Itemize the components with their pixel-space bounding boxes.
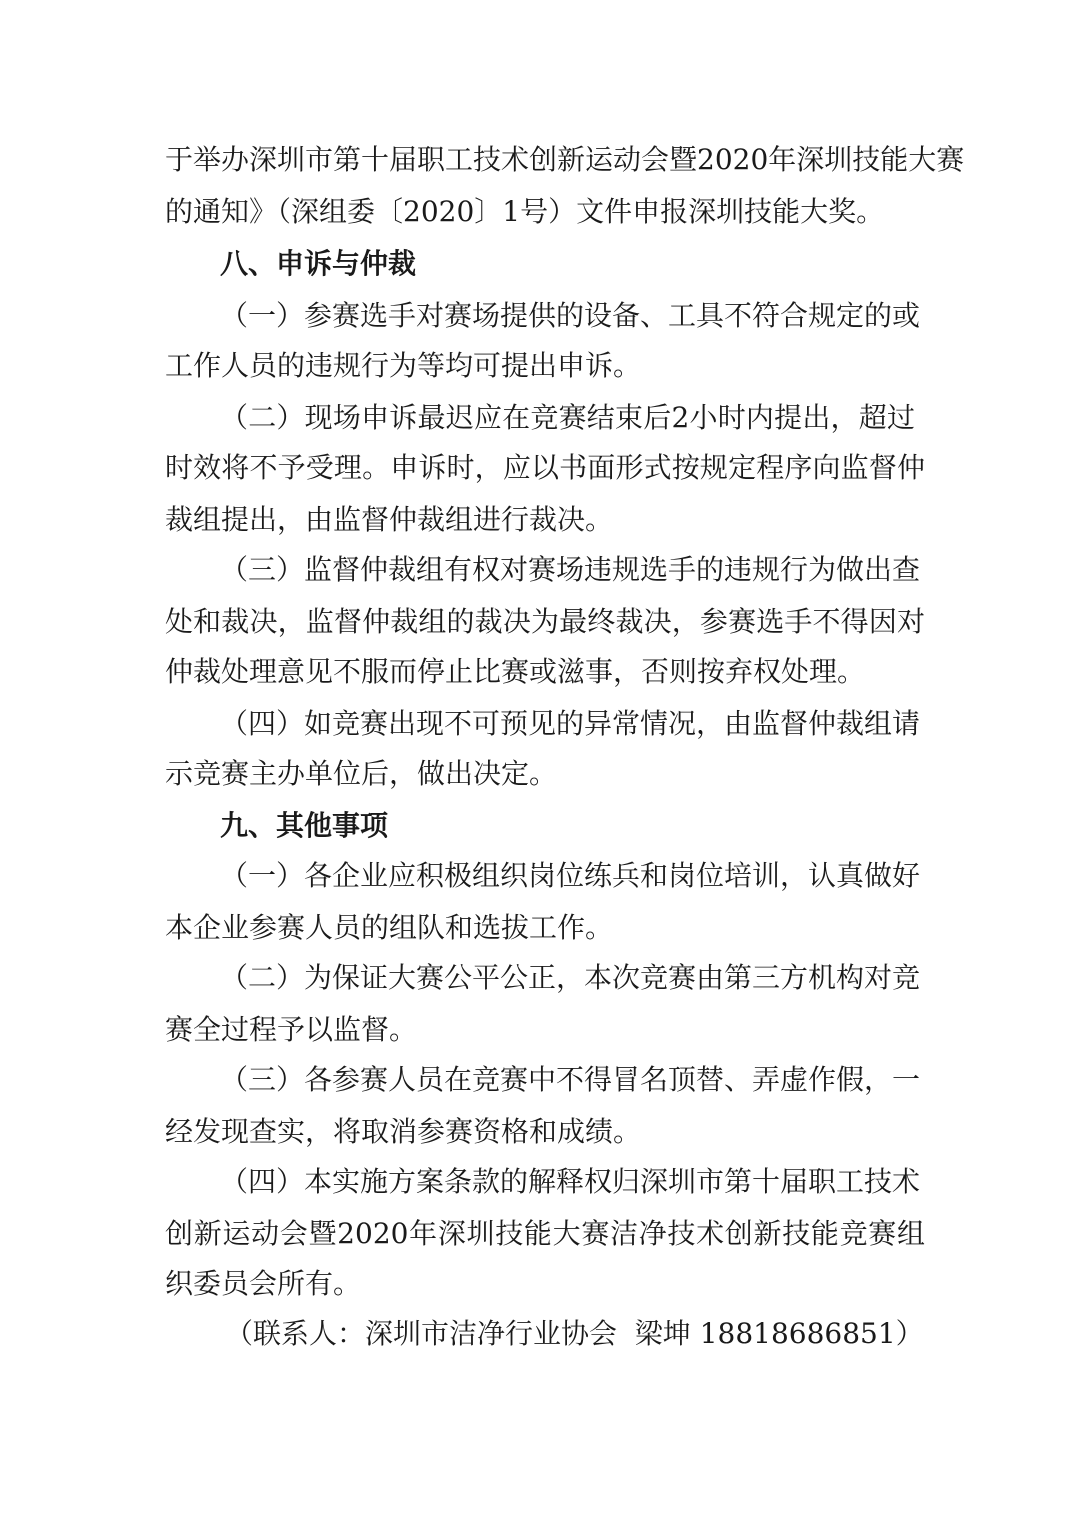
s8-p3-line-2: 处和裁决，监督仲裁组的裁决为最终裁决，参赛选手不得因对 [165, 605, 925, 638]
s8-p4-line-2: 示竞赛主办单位后，做出决定。 [165, 757, 558, 790]
s9-p4-line-3: 织委员会所有。 [165, 1267, 362, 1300]
s8-p2-line-1: （二）现场申诉最迟应在竞赛结束后2小时内提出，超过 [220, 401, 915, 434]
s9-p1-line-1: （一）各企业应积极组织岗位练兵和岗位培训，认真做好 [220, 859, 921, 892]
s8-p4-line-1: （四）如竞赛出现不可预见的异常情况，由监督仲裁组请 [220, 707, 921, 740]
s9-p4-line-1: （四）本实施方案条款的解释权归深圳市第十届职工技术 [220, 1165, 921, 1198]
intro-line-1: 于举办深圳市第十届职工技术创新运动会暨2020年深圳技能大赛 [165, 143, 965, 176]
s8-p3-line-3: 仲裁处理意见不服而停止比赛或滋事，否则按弃权处理。 [165, 655, 866, 688]
s9-p1-line-2: 本企业参赛人员的组队和选拔工作。 [165, 911, 614, 944]
s8-p2-line-2: 时效将不予受理。申诉时，应以书面形式按规定程序向监督仲 [165, 451, 925, 484]
s8-p1-line-2: 工作人员的违规行为等均可提出申诉。 [165, 349, 642, 382]
s9-p2-line-2: 赛全过程予以监督。 [165, 1013, 418, 1046]
intro-line-2: 的通知》（深组委〔2020〕1号）文件申报深圳技能大奖。 [165, 195, 885, 228]
s8-p1-line-1: （一）参赛选手对赛场提供的设备、工具不符合规定的或 [220, 299, 921, 332]
s9-p4-line-2: 创新运动会暨2020年深圳技能大赛洁净技术创新技能竞赛组 [165, 1217, 925, 1250]
contact-line: （联系人：深圳市洁净行业协会 梁坤 18818686851） [225, 1317, 924, 1350]
s9-p2-line-1: （二）为保证大赛公平公正，本次竞赛由第三方机构对竞 [220, 961, 921, 994]
s9-p3-line-1: （三）各参赛人员在竞赛中不得冒名顶替、弄虚作假，一 [220, 1063, 921, 1096]
s9-p3-line-2: 经发现查实，将取消参赛资格和成绩。 [165, 1115, 642, 1148]
section-8-heading: 八、申诉与仲裁 [220, 247, 417, 280]
section-9-heading: 九、其他事项 [220, 809, 389, 842]
s8-p3-line-1: （三）监督仲裁组有权对赛场违规选手的违规行为做出查 [220, 553, 921, 586]
s8-p2-line-3: 裁组提出，由监督仲裁组进行裁决。 [165, 503, 614, 536]
